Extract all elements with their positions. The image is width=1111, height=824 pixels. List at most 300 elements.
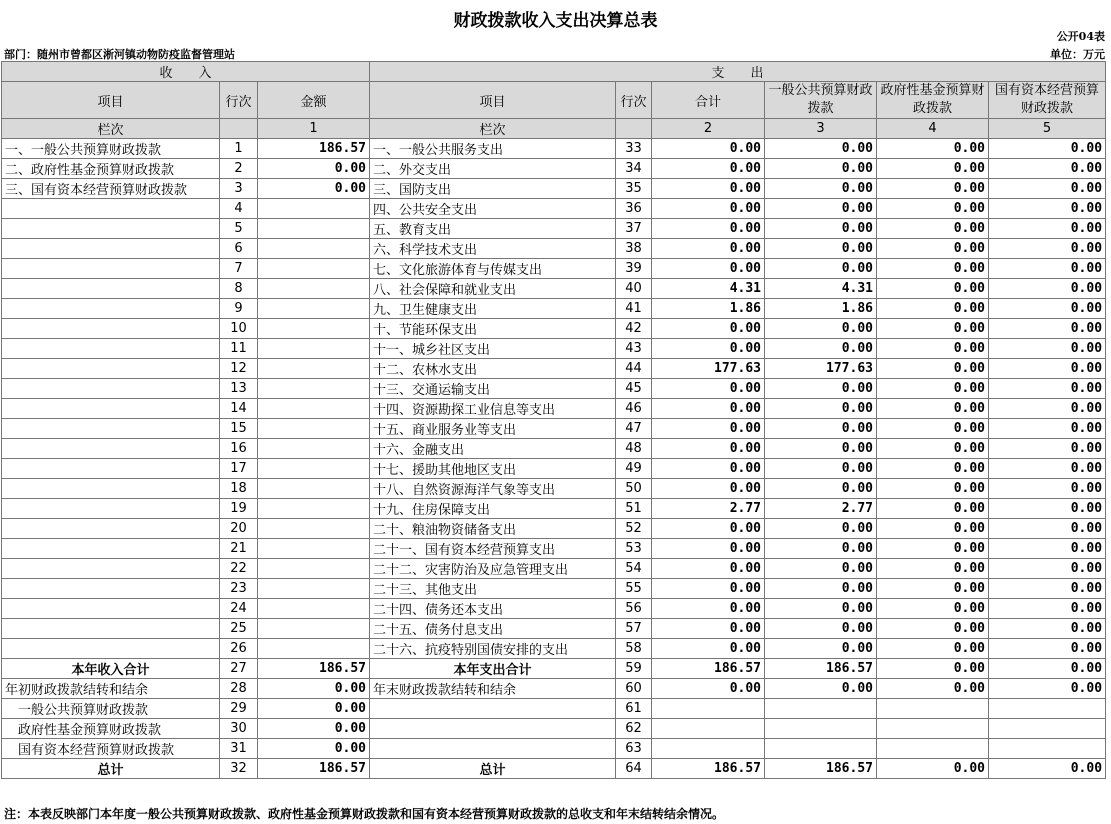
fund-budget-value: 0.00 [877,179,989,199]
expense-line: 36 [616,199,652,219]
expense-total: 0.00 [652,219,765,239]
income-item: 政府性基金预算财政拨款 [2,719,220,739]
fund-budget-value: 0.00 [877,679,989,699]
column-index-2: 2 [652,119,765,139]
state-capital-value: 0.00 [989,339,1106,359]
income-amount [258,299,370,319]
table-row [2,739,1106,759]
state-capital-value: 0.00 [989,259,1106,279]
table-row [2,359,1106,379]
general-budget-value: 2.77 [765,499,877,519]
table-row [2,319,1106,339]
fund-budget-value: 0.00 [877,399,989,419]
income-amount [258,439,370,459]
fund-budget-value: 0.00 [877,279,989,299]
expense-line: 39 [616,259,652,279]
state-capital-value: 0.00 [989,419,1106,439]
expense-line: 47 [616,419,652,439]
table-row [2,259,1106,279]
table-row [2,199,1106,219]
income-line: 11 [220,339,258,359]
fund-budget-value: 0.00 [877,159,989,179]
income-line: 22 [220,559,258,579]
income-item: 本年收入合计 [2,659,220,679]
fund-budget-value: 0.00 [877,439,989,459]
expense-item: 十、节能环保支出 [370,319,616,339]
general-budget-value: 4.31 [765,279,877,299]
fund-budget-value: 0.00 [877,619,989,639]
income-amount [258,579,370,599]
income-line: 19 [220,499,258,519]
fund-budget-value: 0.00 [877,139,989,159]
expense-total: 0.00 [652,479,765,499]
income-amount [258,339,370,359]
income-amount [258,379,370,399]
income-item: 国有资本经营预算财政拨款 [2,739,220,759]
column-index-1: 1 [258,119,370,139]
fund-budget-value: 0.00 [877,259,989,279]
income-line: 29 [220,699,258,719]
income-amount: 0.00 [258,719,370,739]
expense-total: 0.00 [652,379,765,399]
income-line: 13 [220,379,258,399]
expense-line: 58 [616,639,652,659]
general-budget-value: 0.00 [765,579,877,599]
income-line: 24 [220,599,258,619]
income-line: 27 [220,659,258,679]
expense-total: 177.63 [652,359,765,379]
table-row [2,639,1106,659]
income-item [2,639,220,659]
expense-total: 0.00 [652,179,765,199]
income-line: 4 [220,199,258,219]
fund-budget-header: 政府性基金预算财政拨款 [877,82,989,119]
expense-total: 186.57 [652,659,765,679]
table-row [2,659,1106,679]
state-capital-value: 0.00 [989,379,1106,399]
income-amount [258,519,370,539]
income-item [2,499,220,519]
expense-line: 60 [616,679,652,699]
fund-budget-value: 0.00 [877,219,989,239]
income-item [2,579,220,599]
fund-budget-value: 0.00 [877,359,989,379]
income-item-header: 项目 [2,82,220,119]
general-budget-value: 0.00 [765,259,877,279]
expense-total: 0.00 [652,459,765,479]
income-item [2,259,220,279]
income-line: 8 [220,279,258,299]
general-budget-value: 0.00 [765,419,877,439]
income-amount [258,459,370,479]
state-capital-value: 0.00 [989,439,1106,459]
state-capital-value: 0.00 [989,139,1106,159]
expense-item: 三、国防支出 [370,179,616,199]
income-item: 总计 [2,759,220,779]
expense-item: 十三、交通运输支出 [370,379,616,399]
income-amount [258,599,370,619]
state-capital-value: 0.00 [989,559,1106,579]
income-amount [258,559,370,579]
fund-budget-value: 0.00 [877,459,989,479]
general-budget-value: 0.00 [765,599,877,619]
fund-budget-value [877,719,989,739]
expense-line: 41 [616,299,652,319]
expense-total: 0.00 [652,319,765,339]
general-budget-value: 177.63 [765,359,877,379]
expense-item: 二十四、债务还本支出 [370,599,616,619]
fund-budget-value: 0.00 [877,239,989,259]
state-capital-value: 0.00 [989,679,1106,699]
income-line: 30 [220,719,258,739]
expense-line: 59 [616,659,652,679]
expense-line: 42 [616,319,652,339]
expense-total: 0.00 [652,579,765,599]
expense-total: 2.77 [652,499,765,519]
general-budget-value: 0.00 [765,439,877,459]
expense-line: 40 [616,279,652,299]
fund-budget-value [877,699,989,719]
income-item [2,599,220,619]
income-item [2,459,220,479]
table-row [2,579,1106,599]
expense-line-header: 行次 [616,82,652,119]
income-item [2,479,220,499]
expense-total: 0.00 [652,239,765,259]
table-row [2,139,1106,159]
income-line: 23 [220,579,258,599]
general-budget-value: 0.00 [765,219,877,239]
general-budget-value: 0.00 [765,159,877,179]
income-item [2,239,220,259]
income-item [2,399,220,419]
fund-budget-value: 0.00 [877,659,989,679]
expense-line: 46 [616,399,652,419]
income-line: 25 [220,619,258,639]
income-line: 31 [220,739,258,759]
expense-line: 44 [616,359,652,379]
income-item [2,319,220,339]
income-item [2,619,220,639]
income-line: 1 [220,139,258,159]
expense-total [652,719,765,739]
expense-item: 十六、金融支出 [370,439,616,459]
income-header: 收 入 [2,62,370,82]
income-item [2,279,220,299]
state-capital-value: 0.00 [989,359,1106,379]
income-item: 二、政府性基金预算财政拨款 [2,159,220,179]
expense-item: 十八、自然资源海洋气象等支出 [370,479,616,499]
general-budget-value: 0.00 [765,379,877,399]
table-row [2,219,1106,239]
income-item [2,379,220,399]
expense-item: 十七、援助其他地区支出 [370,459,616,479]
expense-total: 0.00 [652,599,765,619]
income-item [2,299,220,319]
expense-line: 48 [616,439,652,459]
general-budget-value: 0.00 [765,319,877,339]
expense-item: 十四、资源勘探工业信息等支出 [370,399,616,419]
expense-total [652,699,765,719]
table-row [2,279,1106,299]
income-line: 17 [220,459,258,479]
fund-budget-value: 0.00 [877,539,989,559]
income-amount [258,399,370,419]
general-budget-value: 0.00 [765,139,877,159]
expense-item: 七、文化旅游体育与传媒支出 [370,259,616,279]
expense-total: 4.31 [652,279,765,299]
expense-total: 0.00 [652,259,765,279]
state-capital-value: 0.00 [989,619,1106,639]
table-row [2,159,1106,179]
general-budget-value: 0.00 [765,519,877,539]
fund-budget-value: 0.00 [877,519,989,539]
income-amount: 0.00 [258,679,370,699]
state-capital-value: 0.00 [989,499,1106,519]
expense-line: 38 [616,239,652,259]
table-row [2,299,1106,319]
fund-budget-value: 0.00 [877,379,989,399]
state-capital-value: 0.00 [989,759,1106,779]
table-row [2,519,1106,539]
income-amount: 186.57 [258,759,370,779]
expense-line: 52 [616,519,652,539]
income-line: 18 [220,479,258,499]
income-amount [258,539,370,559]
expense-line: 56 [616,599,652,619]
expense-item: 十二、农林水支出 [370,359,616,379]
state-capital-value: 0.00 [989,479,1106,499]
income-line: 12 [220,359,258,379]
income-line: 32 [220,759,258,779]
expense-total: 1.86 [652,299,765,319]
table-row [2,499,1106,519]
state-capital-value [989,719,1106,739]
income-item [2,219,220,239]
expense-total: 0.00 [652,559,765,579]
income-item [2,519,220,539]
expense-total: 0.00 [652,619,765,639]
expense-total [652,739,765,759]
income-amount [258,259,370,279]
page-title: 财政拨款收入支出决算总表 [453,11,658,31]
expense-item [370,699,616,719]
income-amount: 0.00 [258,159,370,179]
income-item [2,419,220,439]
state-capital-value: 0.00 [989,299,1106,319]
expense-item [370,719,616,739]
expense-item: 六、科学技术支出 [370,239,616,259]
state-capital-value [989,699,1106,719]
table-row [2,419,1106,439]
expense-item: 五、教育支出 [370,219,616,239]
general-budget-value: 0.00 [765,479,877,499]
column-index-5: 5 [989,119,1106,139]
income-item [2,199,220,219]
state-capital-value: 0.00 [989,639,1106,659]
state-capital-value: 0.00 [989,239,1106,259]
expense-item: 八、社会保障和就业支出 [370,279,616,299]
income-item [2,359,220,379]
fund-budget-value: 0.00 [877,579,989,599]
state-capital-value: 0.00 [989,579,1106,599]
general-budget-value [765,699,877,719]
income-amount [258,639,370,659]
table-row [2,379,1106,399]
fund-budget-value: 0.00 [877,299,989,319]
expense-total: 186.57 [652,759,765,779]
expense-line: 63 [616,739,652,759]
column-index-label: 栏次 [370,119,616,139]
column-index-blank [616,119,652,139]
income-amount [258,419,370,439]
expense-item-header: 项目 [370,82,616,119]
expense-line: 33 [616,139,652,159]
expense-line: 64 [616,759,652,779]
table-row [2,559,1106,579]
income-amount-header: 金额 [258,82,370,119]
expense-item: 二十三、其他支出 [370,579,616,599]
general-budget-value: 0.00 [765,559,877,579]
table-row [2,539,1106,559]
income-line: 3 [220,179,258,199]
expense-line: 50 [616,479,652,499]
expense-item: 本年支出合计 [370,659,616,679]
column-index-blank [220,119,258,139]
state-capital-value: 0.00 [989,519,1106,539]
expense-item: 二、外交支出 [370,159,616,179]
general-budget-value: 0.00 [765,239,877,259]
expense-item: 年末财政拨款结转和结余 [370,679,616,699]
expense-total-header: 合计 [652,82,765,119]
income-line-header: 行次 [220,82,258,119]
expense-total: 0.00 [652,399,765,419]
expense-line: 43 [616,339,652,359]
expense-item: 二十一、国有资本经营预算支出 [370,539,616,559]
general-budget-value: 0.00 [765,619,877,639]
table-row [2,599,1106,619]
fund-budget-value: 0.00 [877,499,989,519]
unit-label: 单位：万元 [1050,48,1105,61]
income-amount [258,199,370,219]
table-row [2,719,1106,739]
income-amount [258,359,370,379]
expense-item: 二十五、债务付息支出 [370,619,616,639]
income-amount: 186.57 [258,659,370,679]
income-line: 10 [220,319,258,339]
income-amount: 0.00 [258,699,370,719]
expense-total: 0.00 [652,339,765,359]
table-row [2,459,1106,479]
expense-total: 0.00 [652,639,765,659]
expense-line: 54 [616,559,652,579]
income-item [2,439,220,459]
table-row [2,399,1106,419]
state-capital-value: 0.00 [989,199,1106,219]
table-row [2,239,1106,259]
fund-budget-value: 0.00 [877,419,989,439]
expense-line: 53 [616,539,652,559]
fund-budget-value: 0.00 [877,339,989,359]
state-capital-value: 0.00 [989,599,1106,619]
expense-item: 十九、住房保障支出 [370,499,616,519]
table-row [2,619,1106,639]
general-budget-value: 0.00 [765,339,877,359]
income-line: 6 [220,239,258,259]
state-capital-value: 0.00 [989,319,1106,339]
fund-budget-value: 0.00 [877,319,989,339]
general-budget-value: 186.57 [765,659,877,679]
table-row [2,759,1106,779]
department-label: 部门：随州市曾都区淅河镇动物防疫监督管理站 [4,48,235,61]
income-item: 年初财政拨款结转和结余 [2,679,220,699]
expense-item: 二十六、抗疫特别国债安排的支出 [370,639,616,659]
income-item: 三、国有资本经营预算财政拨款 [2,179,220,199]
fund-budget-value: 0.00 [877,599,989,619]
income-amount [258,219,370,239]
income-amount [258,499,370,519]
table-row [2,679,1106,699]
column-index-3: 3 [765,119,877,139]
general-budget-value: 0.00 [765,399,877,419]
expense-item: 总计 [370,759,616,779]
general-budget-value [765,739,877,759]
expense-total: 0.00 [652,539,765,559]
expense-line: 49 [616,459,652,479]
column-index-4: 4 [877,119,989,139]
income-amount [258,619,370,639]
expense-total: 0.00 [652,159,765,179]
column-index-label: 栏次 [2,119,220,139]
income-amount [258,319,370,339]
fund-budget-value: 0.00 [877,559,989,579]
state-capital-value: 0.00 [989,459,1106,479]
budget-summary-table [1,61,1106,779]
expense-total: 0.00 [652,519,765,539]
income-amount: 0.00 [258,739,370,759]
expense-line: 35 [616,179,652,199]
general-budget-value: 0.00 [765,539,877,559]
income-line: 16 [220,439,258,459]
income-line: 14 [220,399,258,419]
income-amount [258,479,370,499]
expense-item: 一、一般公共服务支出 [370,139,616,159]
expense-line: 45 [616,379,652,399]
state-capital-value [989,739,1106,759]
fund-budget-value: 0.00 [877,639,989,659]
state-capital-value: 0.00 [989,159,1106,179]
state-capital-value: 0.00 [989,279,1106,299]
state-capital-header: 国有资本经营预算财政拨款 [989,82,1106,119]
expense-line: 61 [616,699,652,719]
expense-total: 0.00 [652,439,765,459]
footnote: 注：本表反映部门本年度一般公共预算财政拨款、政府性基金预算财政拨款和国有资本经营预算财政拨款的总收支和年末结转结余情况。 [4,807,725,821]
expense-item: 十五、商业服务业等支出 [370,419,616,439]
expense-total: 0.00 [652,139,765,159]
general-budget-value: 0.00 [765,199,877,219]
general-budget-value: 1.86 [765,299,877,319]
general-budget-value: 186.57 [765,759,877,779]
expense-line: 37 [616,219,652,239]
expense-item: 二十二、灾害防治及应急管理支出 [370,559,616,579]
general-budget-value: 0.00 [765,679,877,699]
table-row [2,439,1106,459]
income-amount [258,279,370,299]
general-budget-value [765,719,877,739]
expense-item: 九、卫生健康支出 [370,299,616,319]
table-row [2,479,1106,499]
income-line: 28 [220,679,258,699]
